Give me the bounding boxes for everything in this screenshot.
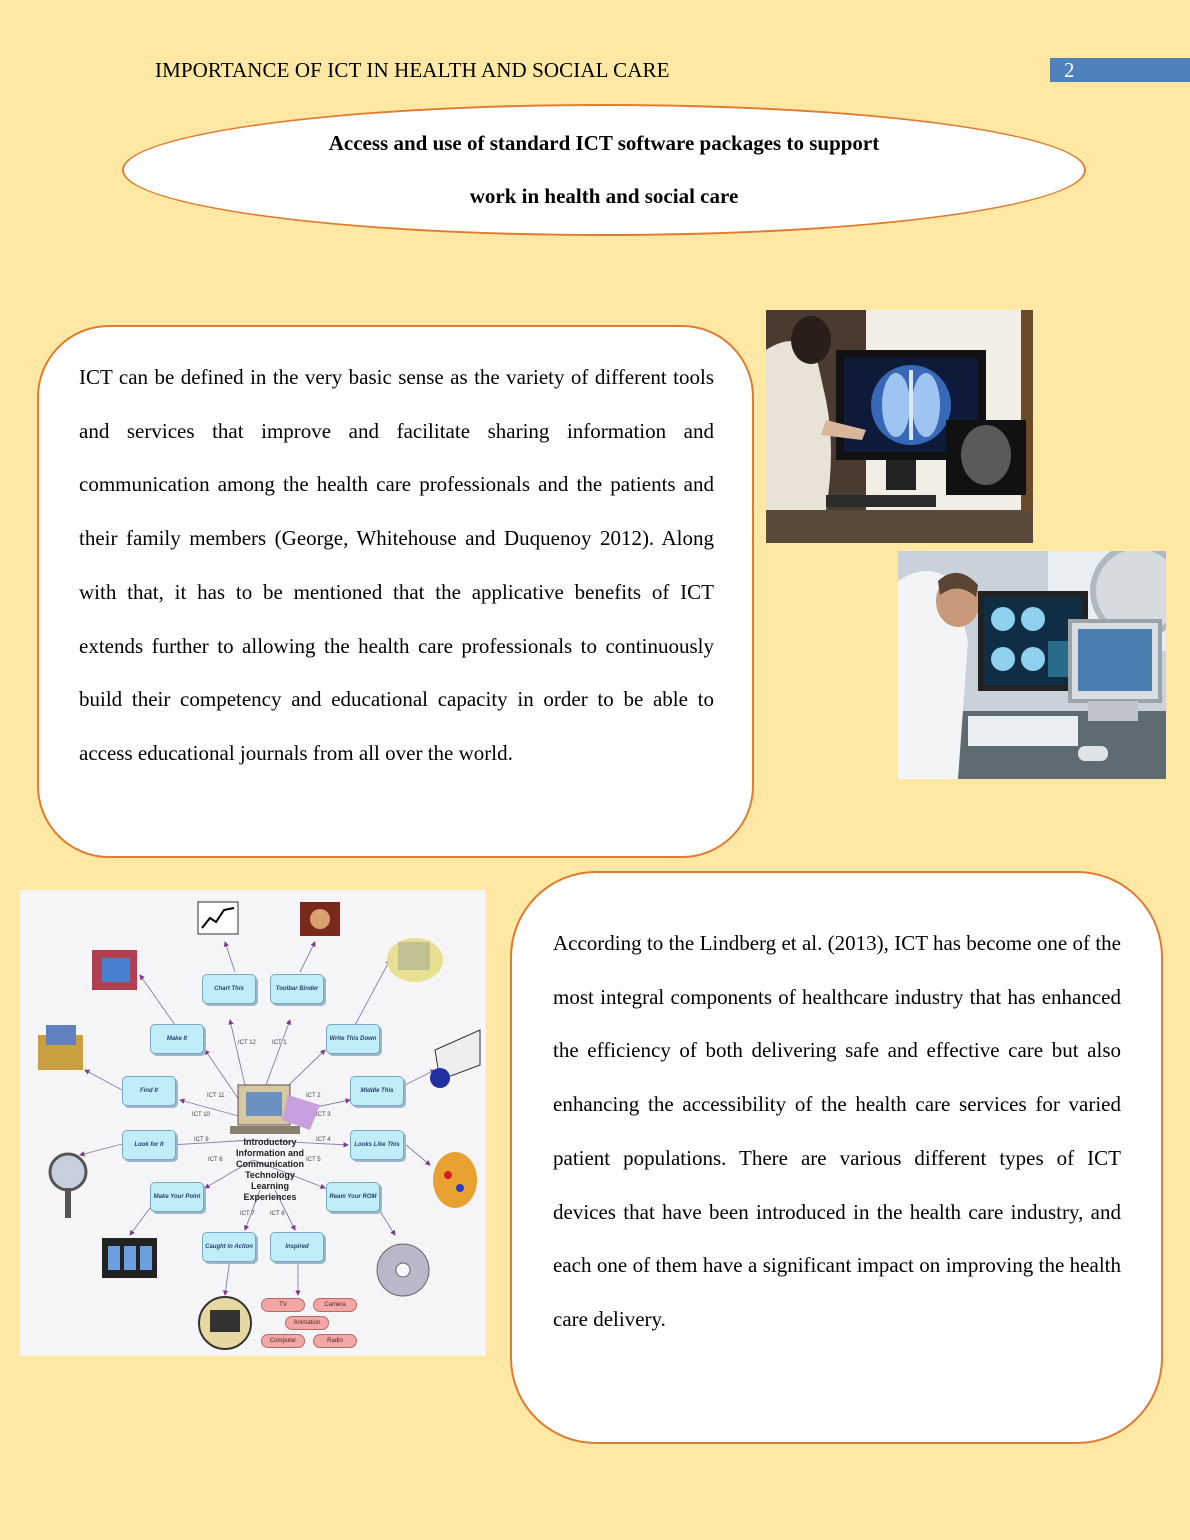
media-radio: Radio bbox=[313, 1334, 357, 1348]
diagram-center-label bbox=[225, 1137, 315, 1203]
ict-learning-diagram bbox=[20, 890, 486, 1356]
xray-review-photo bbox=[766, 310, 1033, 543]
node-toolbar-binder: Toolbar Binder bbox=[270, 974, 324, 1004]
ict-label: ICT 11 bbox=[207, 1093, 225, 1099]
ict-label: ICT 12 bbox=[238, 1040, 256, 1046]
ict-label: ICT 5 bbox=[306, 1157, 321, 1163]
media-camera: Camera bbox=[313, 1298, 357, 1312]
paragraph-ict-definition: ICT can be defined in the very basic sense as the variety of different tools and services that improve and facilitate sharing information and communication among the health care professionals and the patients and their family members (George, Whitehouse and Duquenoy 2012). Along with that, it has to be mentioned that the applicative benefits of ICT extends further to allowing the health care professionals to continuously build their competency and educational capacity in order to be able to access educational journals from all over the world. bbox=[79, 365, 714, 765]
running-header: IMPORTANCE OF ICT IN HEALTH AND SOCIAL CARE bbox=[155, 58, 670, 82]
node-ream-your-rom: Ream Your ROM bbox=[326, 1182, 380, 1212]
ict-label: ICT 3 bbox=[316, 1112, 331, 1118]
center-line: Introductory bbox=[243, 1137, 297, 1147]
ict-label: ICT 4 bbox=[316, 1137, 331, 1143]
media-tv: TV bbox=[261, 1298, 305, 1312]
paragraph-ict-importance: According to the Lindberg et al. (2013), ICT has become one of the most integral components of healthcare industry that has enhanced the efficiency of both delivering safe and effective care but also enhancing the accessibility of the health care services for varied patient populations. There are various different types of ICT devices that have been introduced in the health care industry, and each one of them have a significant impact on improving the health care delivery. bbox=[553, 931, 1121, 1331]
center-line: Information and bbox=[236, 1148, 304, 1158]
ict-label: ICT 9 bbox=[194, 1137, 209, 1143]
center-line: Learning bbox=[250, 1181, 289, 1191]
node-chart-this: Chart This bbox=[202, 974, 256, 1004]
node-caught-in-action: Caught in Action bbox=[202, 1232, 256, 1262]
node-make-it: Make It bbox=[150, 1024, 204, 1054]
page-number: 2 bbox=[1050, 58, 1190, 82]
center-line: Communication bbox=[235, 1159, 304, 1169]
diagram-connectors bbox=[20, 890, 486, 1356]
media-animation: Animation bbox=[285, 1316, 329, 1330]
node-inspired: Inspired bbox=[270, 1232, 324, 1262]
scan-review-illustration bbox=[898, 551, 1166, 779]
scan-review-photo bbox=[898, 551, 1166, 779]
section-title-line-2: work in health and social care bbox=[469, 184, 739, 208]
node-middle-this: Middle This bbox=[350, 1076, 404, 1106]
ict-label: ICT 2 bbox=[306, 1093, 321, 1099]
node-write-this-down: Write This Down bbox=[326, 1024, 380, 1054]
node-find-it: Find It bbox=[122, 1076, 176, 1106]
media-computer: Computer bbox=[261, 1334, 305, 1348]
text-bubble-2 bbox=[510, 871, 1163, 1444]
xray-review-illustration bbox=[766, 310, 1033, 543]
node-look-for-it: Look for It bbox=[122, 1130, 176, 1160]
ict-label: ICT 1 bbox=[272, 1040, 287, 1046]
ict-label: ICT 7 bbox=[240, 1211, 255, 1217]
section-title-line-1: Access and use of standard ICT software packages to support bbox=[328, 131, 880, 155]
center-line: Experiences bbox=[243, 1192, 297, 1202]
ict-label: ICT 6 bbox=[208, 1157, 223, 1163]
text-bubble-1 bbox=[37, 325, 754, 858]
node-make-your-point: Make Your Point bbox=[150, 1182, 204, 1212]
ict-label: ICT 10 bbox=[192, 1112, 210, 1118]
node-looks-like-this: Looks Like This bbox=[350, 1130, 404, 1160]
ict-label: ICT 8 bbox=[270, 1211, 285, 1217]
center-line: Technology bbox=[245, 1170, 295, 1180]
section-title-ellipse bbox=[122, 104, 1086, 236]
